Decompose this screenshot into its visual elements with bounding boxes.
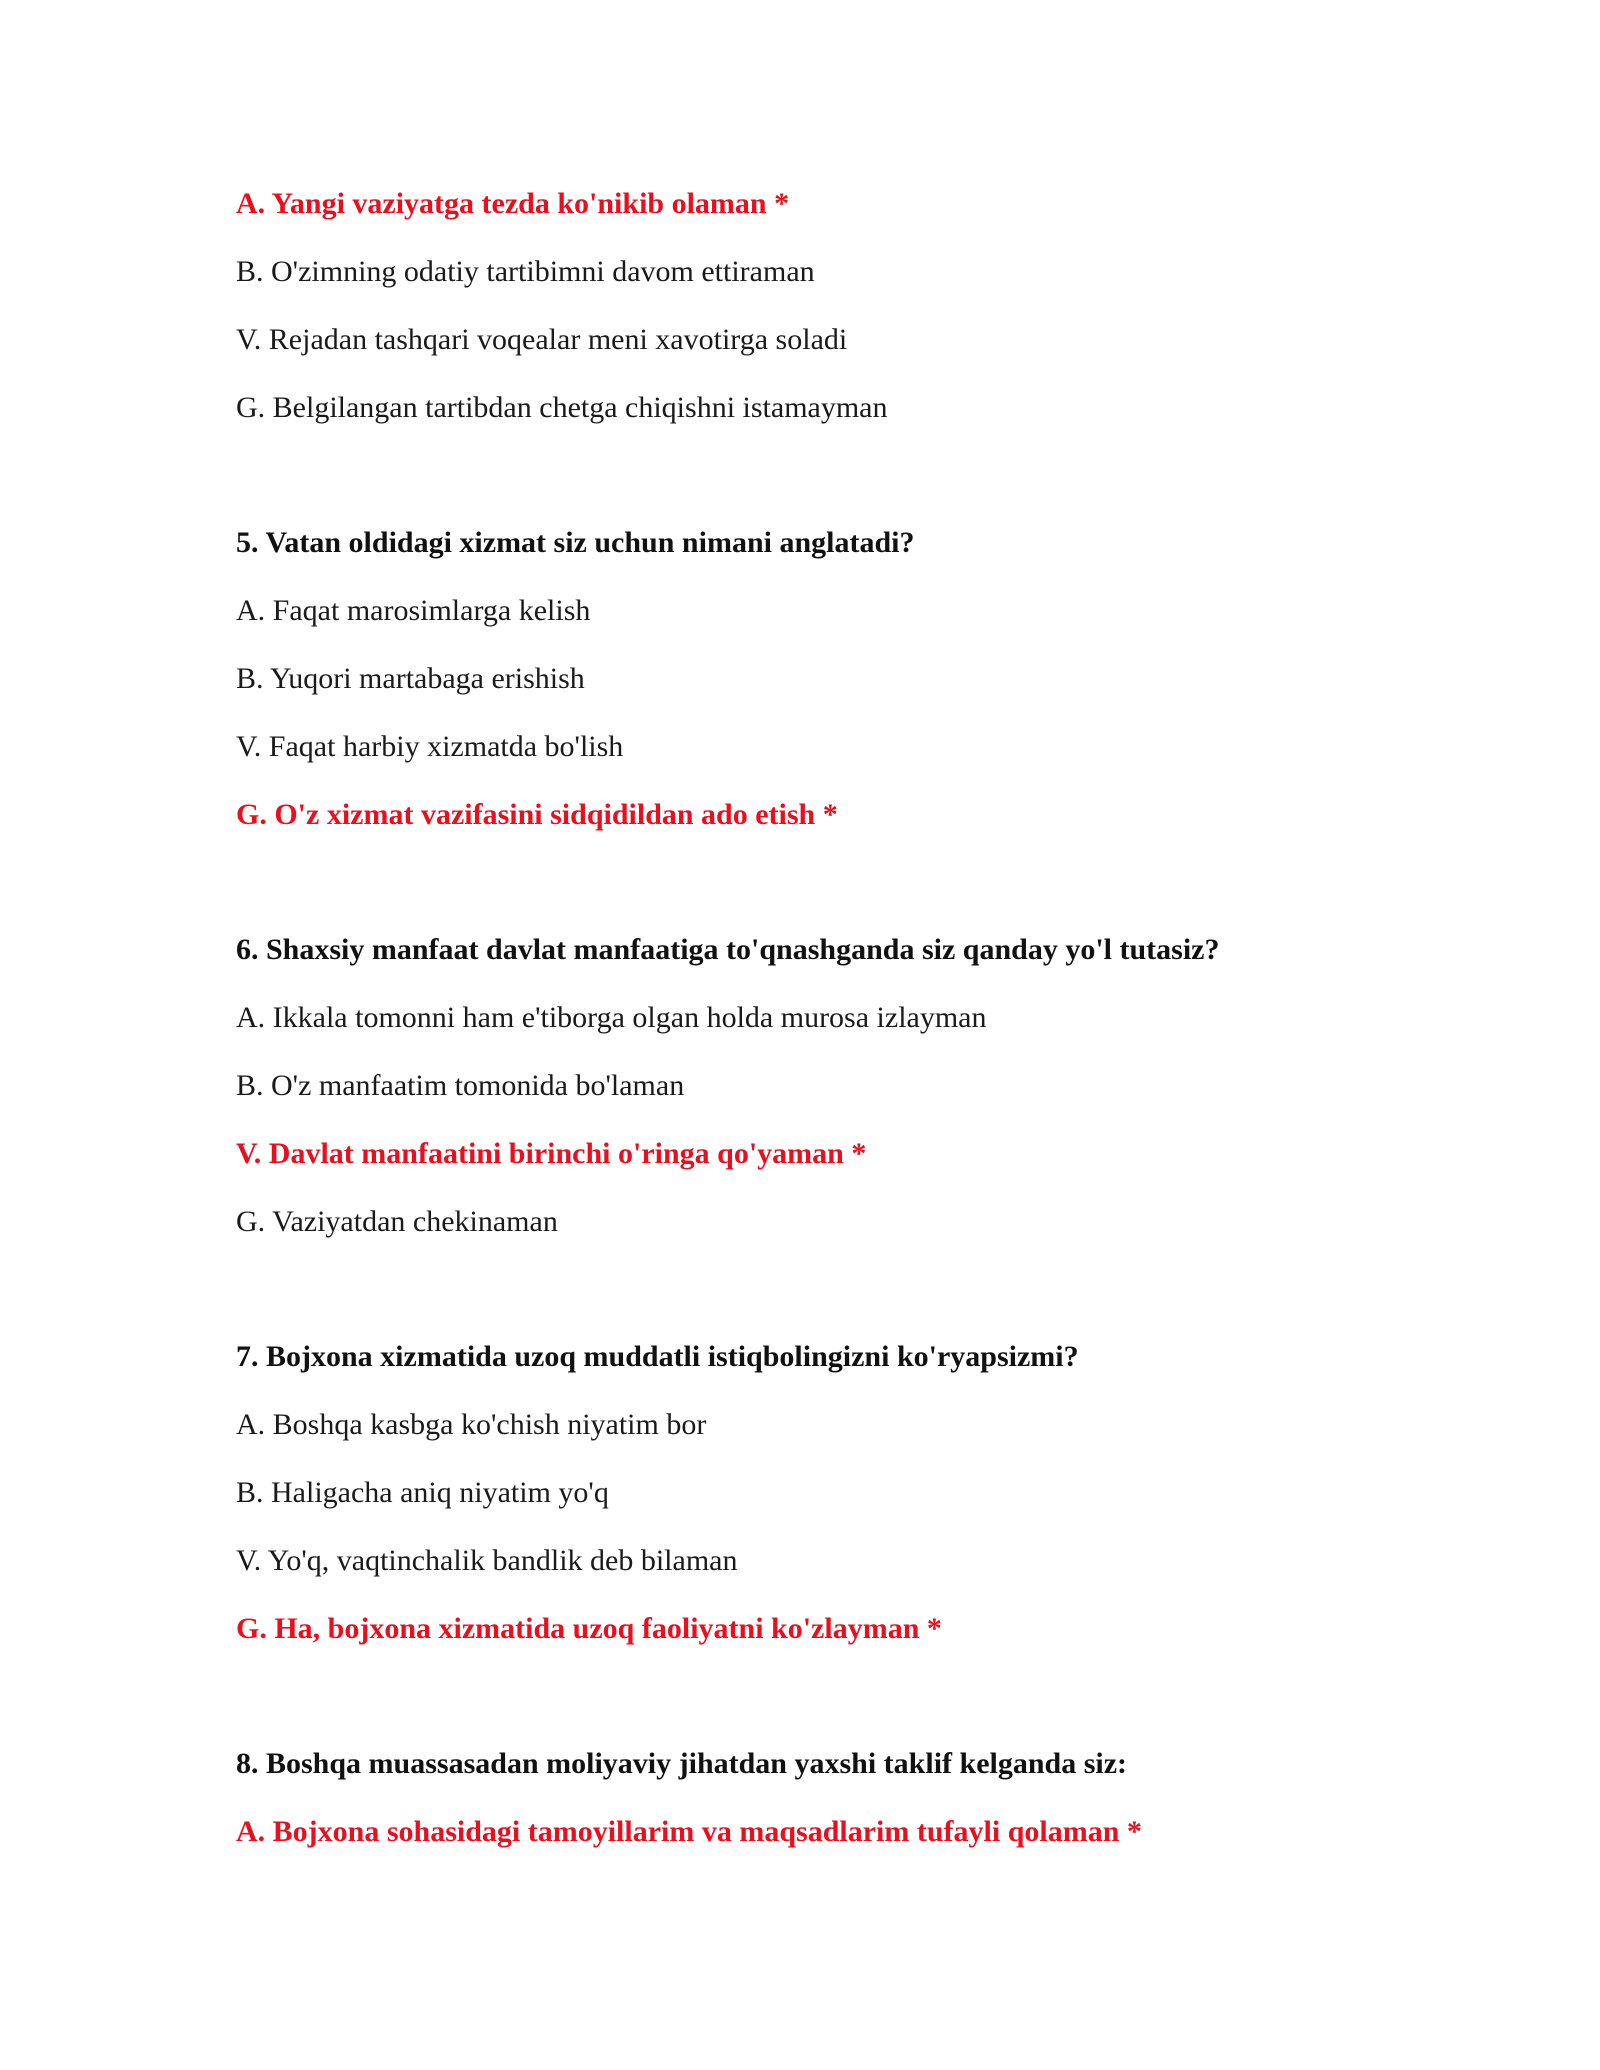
answer-option-correct: A. Yangi vaziyatga tezda ko'nikib olaman * bbox=[236, 187, 790, 220]
question-block bbox=[236, 186, 1436, 426]
question-block bbox=[236, 1339, 1436, 1647]
question-block bbox=[236, 932, 1436, 1240]
answer-option: B. Yuqori martabaga erishish bbox=[236, 662, 585, 695]
answer-option: V. Faqat harbiy xizmatda bo'lish bbox=[236, 730, 624, 763]
answer-option-correct: G. O'z xizmat vazifasini sidqidildan ado etish * bbox=[236, 798, 838, 831]
answer-option-correct: A. Bojxona sohasidagi tamoyillarim va maqsadlarim tufayli qolaman * bbox=[236, 1815, 1142, 1848]
answer-option: B. Haligacha aniq niyatim yo'q bbox=[236, 1476, 609, 1509]
question-block bbox=[236, 525, 1436, 833]
block-spacer bbox=[236, 865, 1436, 932]
answer-option: V. Yo'q, vaqtinchalik bandlik deb bilaman bbox=[236, 1544, 738, 1577]
answer-option: A. Boshqa kasbga ko'chish niyatim bor bbox=[236, 1408, 707, 1441]
answer-option-correct: G. Ha, bojxona xizmatida uzoq faoliyatni ko'zlayman * bbox=[236, 1612, 942, 1645]
answer-option: B. O'z manfaatim tomonida bo'laman bbox=[236, 1069, 685, 1102]
quiz-content bbox=[236, 186, 1436, 1882]
question-text: 8. Boshqa muassasadan moliyaviy jihatdan yaxshi taklif kelganda siz: bbox=[236, 1747, 1128, 1780]
question-text: 5. Vatan oldidagi xizmat siz uchun nimani anglatadi? bbox=[236, 526, 915, 559]
answer-option: G. Vaziyatdan chekinaman bbox=[236, 1205, 558, 1238]
question-block bbox=[236, 1746, 1436, 1850]
answer-option: A. Ikkala tomonni ham e'tiborga olgan holda murosa izlayman bbox=[236, 1001, 987, 1034]
answer-option-correct: V. Davlat manfaatini birinchi o'ringa qo'yaman * bbox=[236, 1137, 867, 1170]
question-text: 6. Shaxsiy manfaat davlat manfaatiga to'qnashganda siz qanday yo'l tutasiz? bbox=[236, 933, 1220, 966]
block-spacer bbox=[236, 1679, 1436, 1746]
question-text: 7. Bojxona xizmatida uzoq muddatli istiqbolingizni ko'ryapsizmi? bbox=[236, 1340, 1079, 1373]
answer-option: V. Rejadan tashqari voqealar meni xavotirga soladi bbox=[236, 323, 848, 356]
block-spacer bbox=[236, 1272, 1436, 1339]
answer-option: G. Belgilangan tartibdan chetga chiqishni istamayman bbox=[236, 391, 888, 424]
block-spacer bbox=[236, 458, 1436, 525]
answer-option: A. Faqat marosimlarga kelish bbox=[236, 594, 591, 627]
answer-option: B. O'zimning odatiy tartibimni davom ettiraman bbox=[236, 255, 815, 288]
